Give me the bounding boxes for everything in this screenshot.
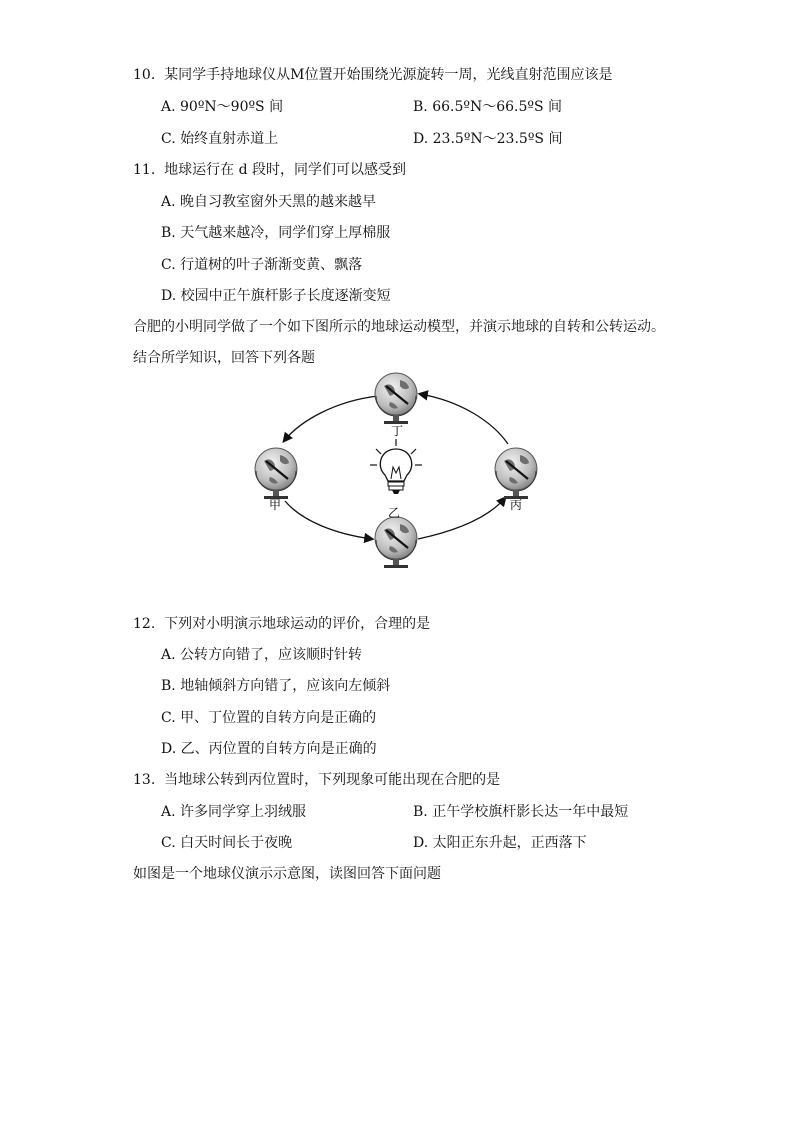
option-text: 行道树的叶子渐渐变黄、飘落 [180, 257, 363, 273]
option-label: B. [161, 225, 176, 241]
option-text: 23.5ºN～23.5ºS 间 [432, 131, 563, 147]
option-label: B. [161, 678, 176, 694]
option-label: A. [161, 647, 176, 663]
q13-option-d [413, 834, 587, 852]
question-number: 12. [133, 616, 156, 632]
q10-option-a [161, 98, 283, 116]
option-text: 校园中正午旗杆影子长度逐渐变短 [180, 288, 391, 304]
label-ding: 丁 [391, 424, 404, 438]
question-number: 11. [133, 162, 156, 178]
option-label: D. [161, 288, 177, 304]
question-text: 某同学手持地球仪从M位置开始围绕光源旋转一周，光线直射范围应该是 [164, 67, 613, 83]
option-text: 晚自习教室窗外天黑的越来越早 [180, 194, 377, 210]
globe-jia [255, 448, 297, 499]
option-text: 乙、丙位置的自转方向是正确的 [180, 741, 377, 757]
q12-option-a [161, 646, 362, 664]
label-bing: 丙 [510, 498, 523, 512]
option-text: 正午学校旗杆影长达一年中最短 [432, 804, 629, 820]
question-13 [133, 771, 500, 789]
light-bulb-icon [370, 439, 422, 494]
label-jia: 甲 [269, 498, 282, 512]
q12-option-c [161, 709, 376, 727]
intro-line-2: 结合所学知识，回答下列各题 [133, 350, 315, 366]
option-label: B. [413, 804, 428, 820]
q11-option-b [161, 224, 390, 242]
question-number: 13. [133, 772, 156, 788]
option-label: A. [161, 804, 176, 820]
globe-yi [375, 517, 417, 568]
q13-option-c [161, 834, 292, 852]
option-label: A. [161, 194, 176, 210]
orbit-arc-top-right [420, 394, 508, 444]
earth-orbit-diagram [250, 366, 550, 576]
question-text: 当地球公转到丙位置时，下列现象可能出现在合肥的是 [164, 772, 501, 788]
question-number: 10. [133, 67, 156, 83]
question-text: 地球运行在 d 段时，同学们可以感受到 [164, 162, 407, 178]
orbit-arc-bottom-right [418, 498, 505, 539]
option-text: 始终直射赤道上 [180, 131, 279, 147]
question-text: 下列对小明演示地球运动的评价，合理的是 [164, 616, 431, 632]
option-text: 天气越来越冷，同学们穿上厚棉服 [180, 225, 391, 241]
q10-option-d [413, 130, 562, 148]
option-label: B. [413, 99, 428, 115]
option-label: C. [161, 835, 176, 851]
option-label: C. [161, 131, 176, 147]
globe-bing [495, 448, 537, 499]
option-text: 90ºN～90ºS 间 [180, 99, 284, 115]
intro-line-1: 合肥的小明同学做了一个如下图所示的地球运动模型，并演示地球的自转和公转运动。 [133, 319, 665, 335]
orbit-arc-top-left [284, 396, 378, 441]
q10-option-b [413, 98, 562, 116]
option-text: 太阳正东升起，正西落下 [432, 835, 587, 851]
orbit-arc-bottom-left [285, 501, 372, 539]
outro-text: 如图是一个地球仪演示示意图，读图回答下面问题 [133, 866, 441, 882]
option-label: D. [413, 131, 429, 147]
option-text: 白天时间长于夜晚 [180, 835, 293, 851]
question-10 [133, 66, 613, 84]
q11-option-a [161, 193, 376, 211]
option-label: D. [413, 835, 429, 851]
question-11 [133, 161, 406, 179]
option-text: 地轴倾斜方向错了，应该向左倾斜 [180, 678, 391, 694]
q11-option-c [161, 256, 362, 274]
q13-option-b [413, 803, 628, 821]
option-text: 许多同学穿上羽绒服 [180, 804, 307, 820]
option-label: A. [161, 99, 176, 115]
q10-option-c [161, 130, 278, 148]
option-text: 66.5ºN～66.5ºS 间 [432, 99, 563, 115]
q12-option-d [161, 740, 377, 758]
q11-option-d [161, 287, 391, 305]
option-text: 甲、丁位置的自转方向是正确的 [180, 710, 377, 726]
question-12 [133, 615, 430, 633]
q12-option-b [161, 677, 390, 695]
globe-ding [375, 373, 417, 424]
q13-option-a [161, 803, 306, 821]
option-label: C. [161, 257, 176, 273]
label-yi: 乙 [388, 506, 401, 520]
option-text: 公转方向错了，应该顺时针转 [180, 647, 363, 663]
option-label: D. [161, 741, 177, 757]
option-label: C. [161, 710, 176, 726]
